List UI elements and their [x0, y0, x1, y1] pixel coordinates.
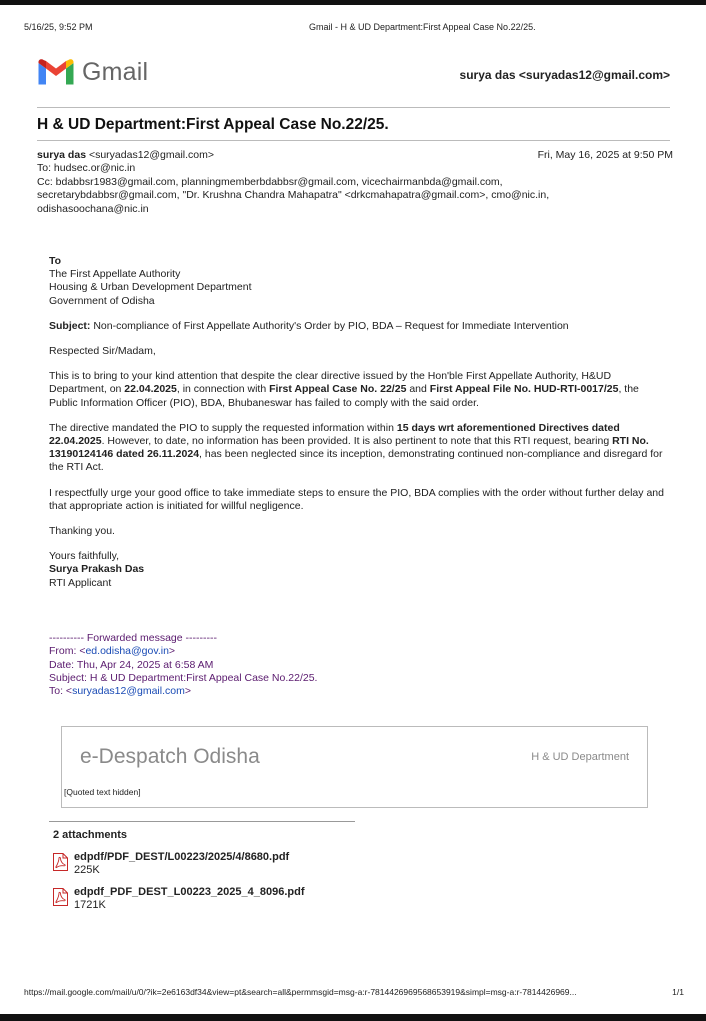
subject-text: Non-compliance of First Appellate Authority's Order by PIO, BDA – Request for Immediate Intervention [90, 319, 569, 332]
text: 15 days wrt aforementioned Directives dated 22.04.2025 [49, 421, 620, 448]
sender-email: <suryadas12@gmail.com> [88, 149, 215, 161]
forwarded-subject: Subject: H & UD Department:First Appeal Case No.22/25. [49, 671, 318, 684]
paragraph-1 [49, 370, 669, 410]
forwarded-to [49, 685, 317, 698]
account-label: surya das <suryadas12@gmail.com> [459, 68, 670, 82]
text: From: < [49, 645, 86, 658]
signature-title: RTI Applicant [49, 576, 112, 589]
forwarded-header: ---------- Forwarded message --------- [49, 632, 217, 644]
email-meta [37, 149, 673, 216]
page-number: 1/1 [672, 987, 684, 997]
text: . However, to date, no information has been provided. It is also pertinent to note that this RTI request, bearing [101, 435, 613, 448]
department-label: H & UD Department [531, 751, 629, 763]
closing: Yours faithfully, [49, 550, 120, 563]
subject-label: Subject: [49, 319, 91, 332]
attachments-divider [49, 821, 355, 822]
to-line: To: hudsec.or@nic.in [37, 162, 136, 175]
text: RTI No. 13190124146 dated 26.11.2024 [49, 435, 649, 461]
text: > [184, 685, 191, 698]
to-label: To [49, 255, 62, 267]
gmail-logo [38, 58, 148, 87]
text: , has been neglected since its inception, demonstrating continued non-compliance and disregard for the RTI Act. [49, 448, 663, 474]
text: , in connection with [176, 383, 270, 396]
edespatch-title: e-Despatch Odisha [80, 745, 260, 768]
text: First Appeal Case No. 22/25 [269, 383, 407, 396]
letter-subject [49, 320, 669, 333]
text: 22.04.2025 [124, 383, 177, 396]
text: , the Public Information Officer (PIO), BDA, Bhubaneswar has failed to comply with the said order. [49, 383, 639, 409]
to-email-link[interactable]: suryadas12@gmail.com [72, 685, 185, 698]
attachment-size: 1721K [74, 899, 106, 911]
thanks: Thanking you. [49, 525, 115, 538]
attachment-item[interactable] [53, 851, 289, 877]
pdf-icon [53, 853, 68, 871]
print-title: Gmail - H & UD Department:First Appeal Case No.22/25. [309, 22, 536, 32]
attachment-name[interactable]: edpdf/PDF_DEST/L00223/2025/4/8680.pdf [74, 851, 290, 863]
forwarded-from [49, 645, 317, 658]
email-body [49, 255, 669, 590]
quoted-text-hidden[interactable]: [Quoted text hidden] [64, 787, 141, 797]
attachment-info [74, 886, 305, 912]
attachment-item[interactable] [53, 886, 305, 912]
salutation: Respected Sir/Madam, [49, 345, 156, 358]
forwarded-date: Date: Thu, Apr 24, 2025 at 6:58 AM [49, 658, 214, 671]
sender-name: surya das [37, 149, 87, 161]
paragraph-2 [49, 422, 669, 475]
signature-name: Surya Prakash Das [49, 563, 145, 576]
top-edge [0, 0, 706, 5]
text: The directive mandated the PIO to supply the requested information within [49, 421, 397, 434]
cc-line: secretarybdabbsr@gmail.com, "Dr. Krushna Chandra Mahapatra" <drkcmahapatra@gmail.com>, cmo@nic.in, [37, 189, 550, 202]
attachment-name[interactable]: edpdf_PDF_DEST_L00223_2025_4_8096.pdf [74, 886, 305, 898]
page-url: https://mail.google.com/mail/u/0/?ik=2e6163df34&view=pt&search=all&permmsgid=msg-a:r-7814426969568653919&simpl=msg-a:r-7814426969... [24, 987, 577, 997]
text: First Appeal File No. HUD-RTI-0017/25 [429, 383, 619, 396]
attachments-count: 2 attachments [53, 829, 127, 841]
text: This is to bring to your kind attention that despite the clear directive issued by the Hon'ble First Appellate Authority, H&UD Department, on [49, 370, 612, 396]
signature [49, 550, 669, 590]
bottom-edge [0, 1014, 706, 1021]
quoted-message-box [61, 726, 648, 808]
gmail-wordmark: Gmail [82, 58, 149, 86]
cc-line: Cc: bdabbsr1983@gmail.com, planningmemberbdabbsr@gmail.com, vicechairmanbda@gmail.com, [37, 175, 503, 188]
email-date: Fri, May 16, 2025 at 9:50 PM [537, 149, 673, 161]
address-line: The First Appellate Authority [49, 268, 181, 281]
address-line: Housing & Urban Development Department [49, 281, 252, 294]
gmail-m-icon [38, 59, 74, 86]
address-line: Government of Odisha [49, 294, 155, 307]
forwarded-message [49, 632, 317, 698]
from-email-link[interactable]: ed.odisha@gov.in [85, 645, 169, 658]
attachment-info [74, 851, 289, 877]
divider [37, 107, 670, 108]
divider [37, 140, 670, 141]
paragraph-3: I respectfully urge your good office to take immediate steps to ensure the PIO, BDA complies with the order without further delay and that appropriate action is initiated for willful negligence. [49, 486, 664, 512]
print-datetime: 5/16/25, 9:52 PM [24, 22, 93, 32]
text: To: < [49, 685, 73, 698]
recipient-address [49, 255, 669, 308]
cc-line: odishasoochana@nic.in [37, 202, 149, 215]
text: and [406, 383, 430, 396]
email-subject: H & UD Department:First Appeal Case No.22/25. [37, 116, 389, 133]
pdf-icon [53, 888, 68, 906]
text: > [168, 645, 176, 658]
attachment-size: 225K [74, 864, 100, 876]
